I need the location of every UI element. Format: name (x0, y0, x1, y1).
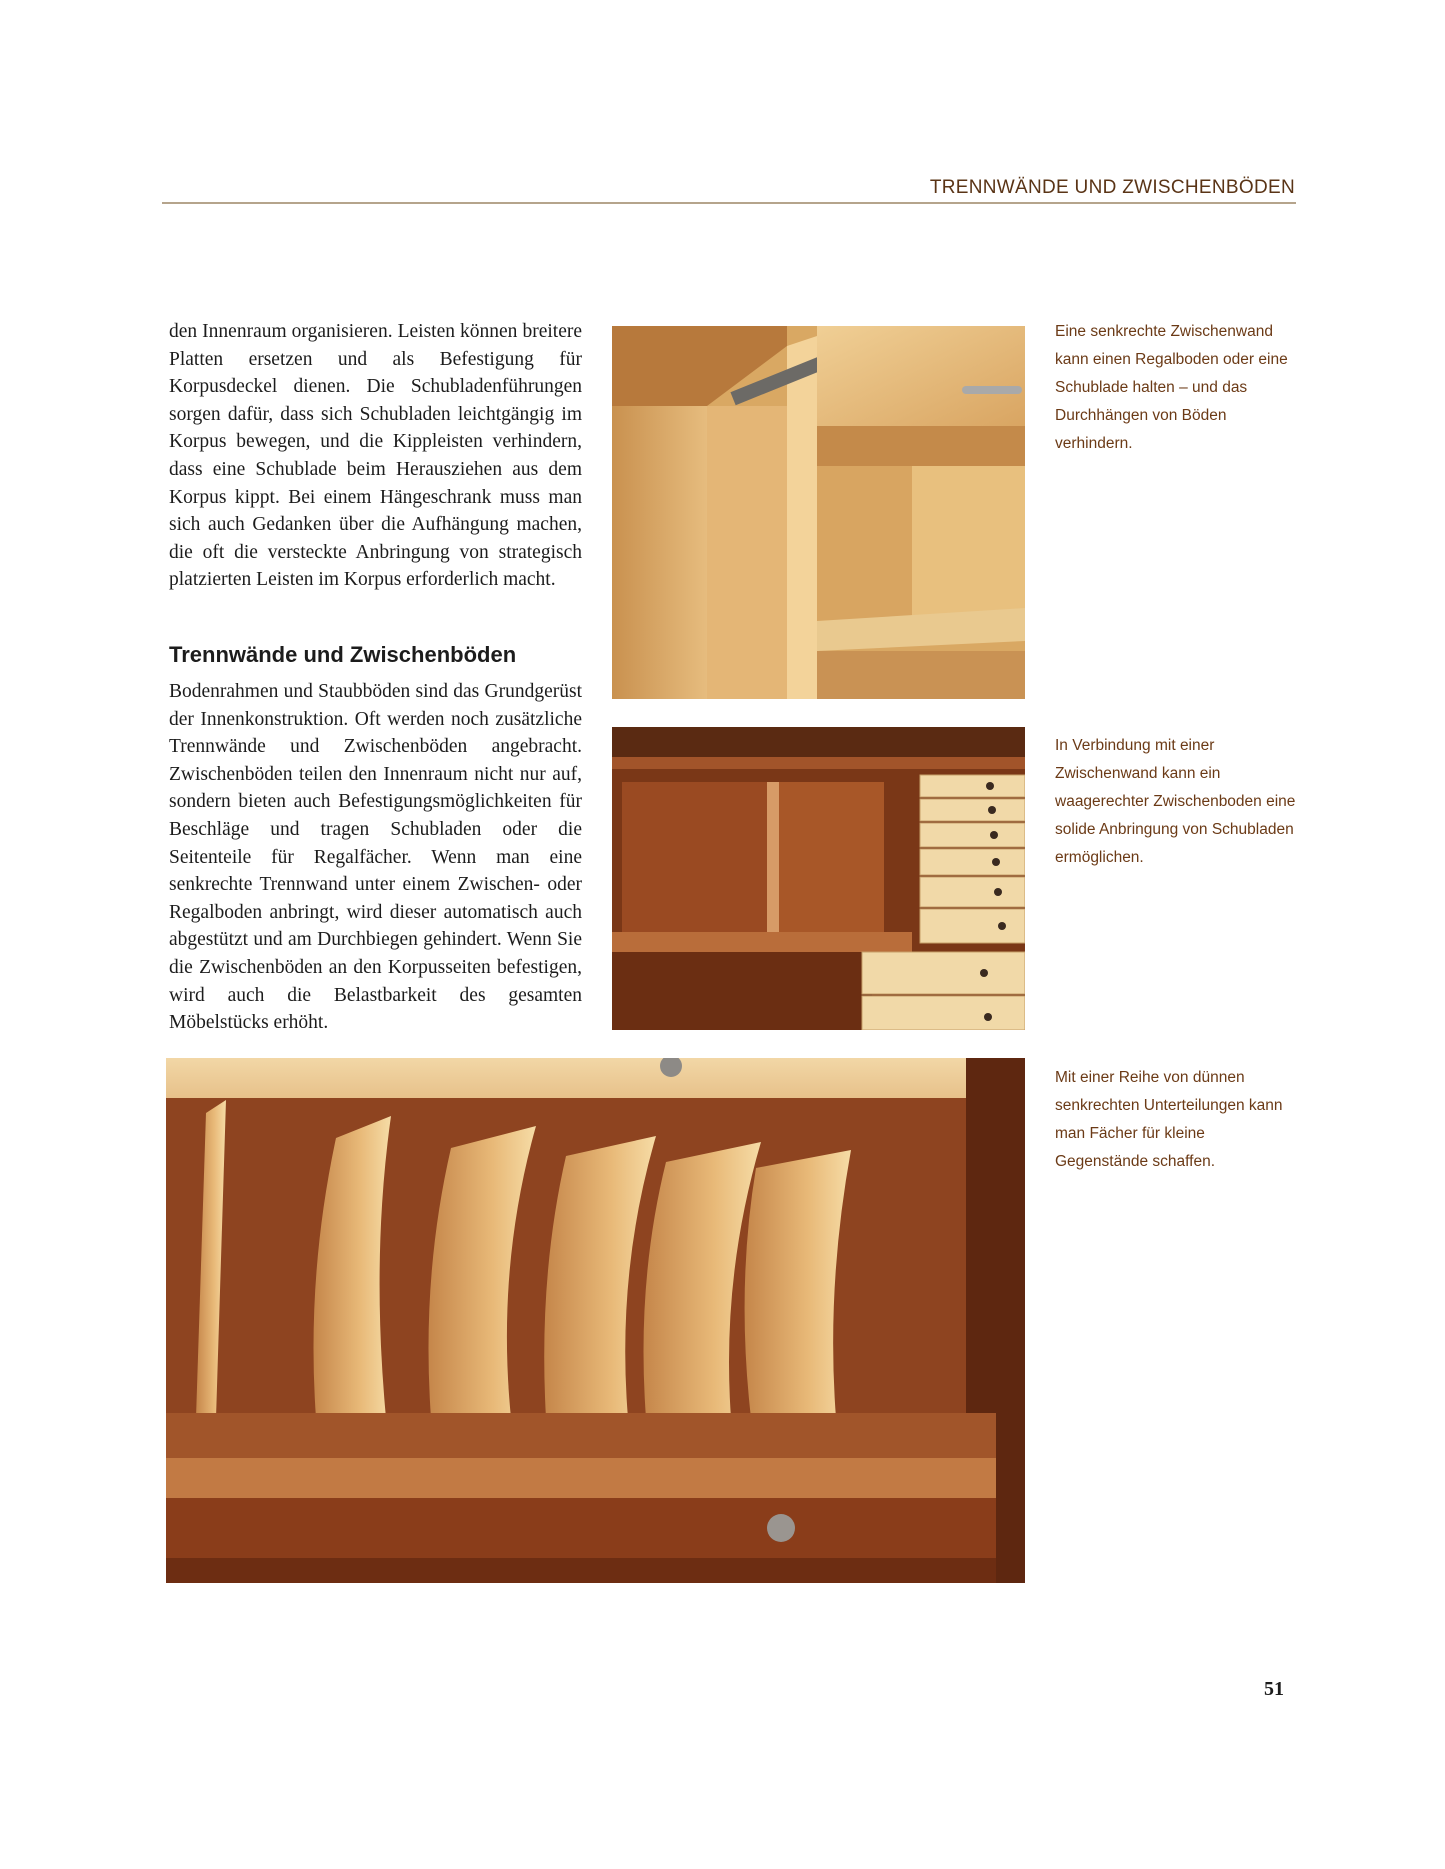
body-paragraph-1: den Innenraum organisieren. Leisten können breitere Platten ersetzen und als Befestigung für Korpusdeckel dienen. Die Schubladenführungen sorgen dafür, dass sich Schubladen leichtgängig im Korpus bewegen, und die Kippleisten verhindern, dass eine Schublade beim Herausziehen aus dem Korpus kippt. Bei einem Hängeschrank muss man sich auch Gedanken über die Aufhängung machen, die oft die versteckte Anbringung von strategisch platzierten Leisten im Korpus erforderlich macht. (169, 321, 582, 591)
body-paragraph-2: Bodenrahmen und Staubböden sind das Grundgerüst der Innenkonstruktion. Oft werden noch zusätzliche Trennwände und Zwischenböden angebracht. Zwischenböden teilen den Innenraum nicht nur auf, sondern bieten auch Befestigungsmöglichkeiten für Beschläge und tragen Schubladen oder die Seitenteile für Regalfächer. Wenn man eine senkrechte Trennwand unter einem Zwischen- oder Regalboden anbringt, wird dieser automatisch auch abgestützt und am Durchbiegen gehindert. Wenn Sie die Zwischenböden an den Korpusseiten befestigen, wird auch die Belastbarkeit des gesamten Möbelstücks erhöht. (169, 681, 582, 1034)
page-number: 51 (1264, 1678, 1284, 1700)
caption-2: In Verbindung mit einer Zwischenwand kann ein waagerechter Zwischenboden eine solide Anbringung von Schubladen ermöglichen. (1055, 737, 1296, 866)
running-header: TRENNWÄNDE UND ZWISCHENBÖDEN (929, 177, 1295, 198)
photo-shelf-drawers (612, 727, 1025, 1030)
caption-1: Eine senkrechte Zwischenwand kann einen Regalboden oder eine Schublade halten – und das Durchhängen von Böden verhindern. (1055, 323, 1288, 452)
caption-3: Mit einer Reihe von dünnen senkrechten Unterteilungen kann man Fächer für kleine Gegenstände schaffen. (1055, 1069, 1283, 1170)
header-rule (162, 202, 1296, 204)
section-subheading: Trennwände und Zwischenböden (169, 642, 517, 667)
photo-cabinet-divider (612, 326, 1025, 699)
photo-curved-dividers (166, 1058, 1025, 1583)
